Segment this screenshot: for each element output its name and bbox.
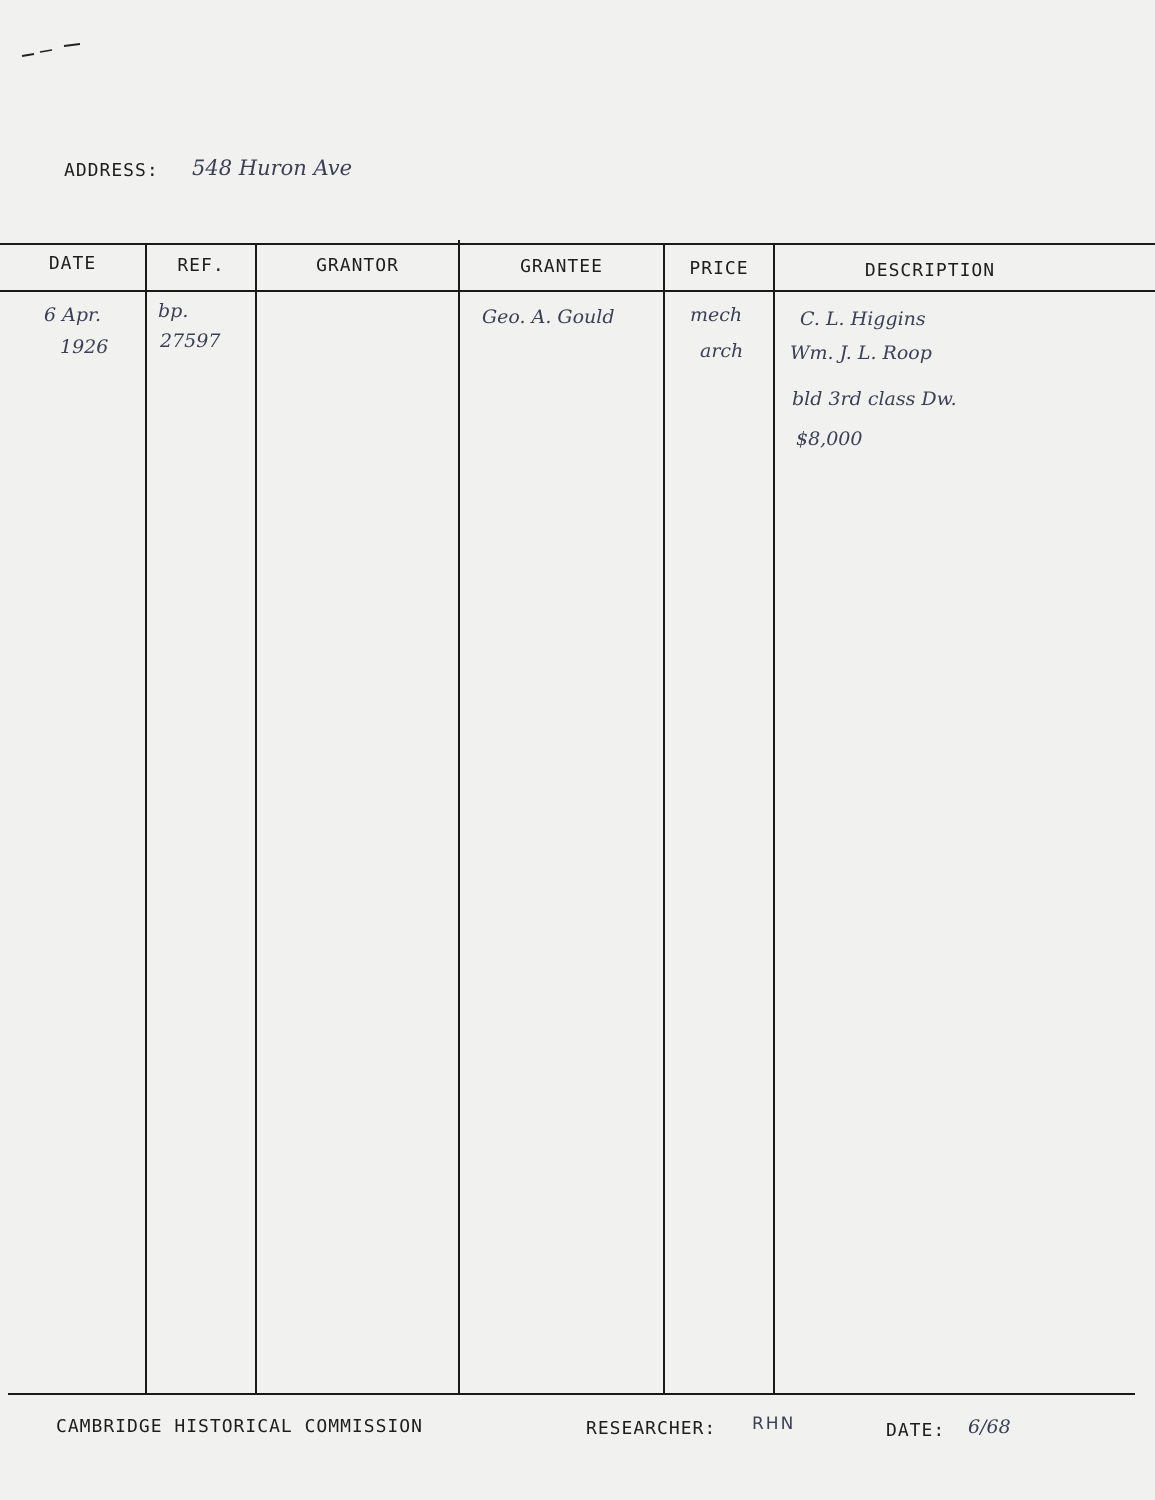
entry-date-line2: 1926 — [60, 336, 109, 358]
footer-researcher-label: RESEARCHER: — [586, 1418, 717, 1439]
column-header-price: PRICE — [689, 258, 749, 279]
entry-description-line3: bld 3rd class Dw. — [792, 388, 957, 410]
footer-date-value: 6/68 — [968, 1416, 1011, 1438]
table-header-rule — [0, 290, 1155, 292]
table-top-rule — [0, 243, 1155, 245]
entry-price-line2: arch — [700, 340, 744, 362]
column-header-ref: REF. — [177, 255, 225, 276]
footer-researcher-value: RHN — [752, 1414, 796, 1434]
column-divider-5 — [773, 243, 775, 1393]
entry-date-line1: 6 Apr. — [44, 304, 102, 326]
table-bottom-rule — [8, 1393, 1135, 1395]
entry-description-line2: Wm. J. L. Roop — [790, 342, 932, 364]
entry-ref-line2: 27597 — [160, 330, 221, 352]
column-header-date: DATE — [48, 253, 97, 274]
entry-description-line4: $8,000 — [796, 428, 863, 450]
column-divider-2 — [255, 243, 257, 1393]
column-divider-3 — [458, 240, 460, 1393]
entry-price-line1: mech — [690, 304, 743, 326]
column-divider-4 — [663, 243, 665, 1393]
column-header-grantor: GRANTOR — [316, 255, 399, 276]
address-value: 548 Huron Ave — [192, 156, 353, 180]
pen-mark — [20, 42, 80, 62]
footer-date-label: DATE: — [886, 1420, 946, 1441]
entry-ref-line1: bp. — [158, 300, 189, 322]
column-divider-1 — [145, 243, 147, 1393]
entry-grantee: Geo. A. Gould — [482, 306, 615, 328]
column-header-grantee: GRANTEE — [520, 256, 603, 277]
address-label: ADDRESS: — [64, 160, 159, 181]
column-header-description: DESCRIPTION — [864, 260, 996, 281]
footer-organization: CAMBRIDGE HISTORICAL COMMISSION — [56, 1416, 423, 1437]
entry-description-line1: C. L. Higgins — [800, 308, 926, 330]
